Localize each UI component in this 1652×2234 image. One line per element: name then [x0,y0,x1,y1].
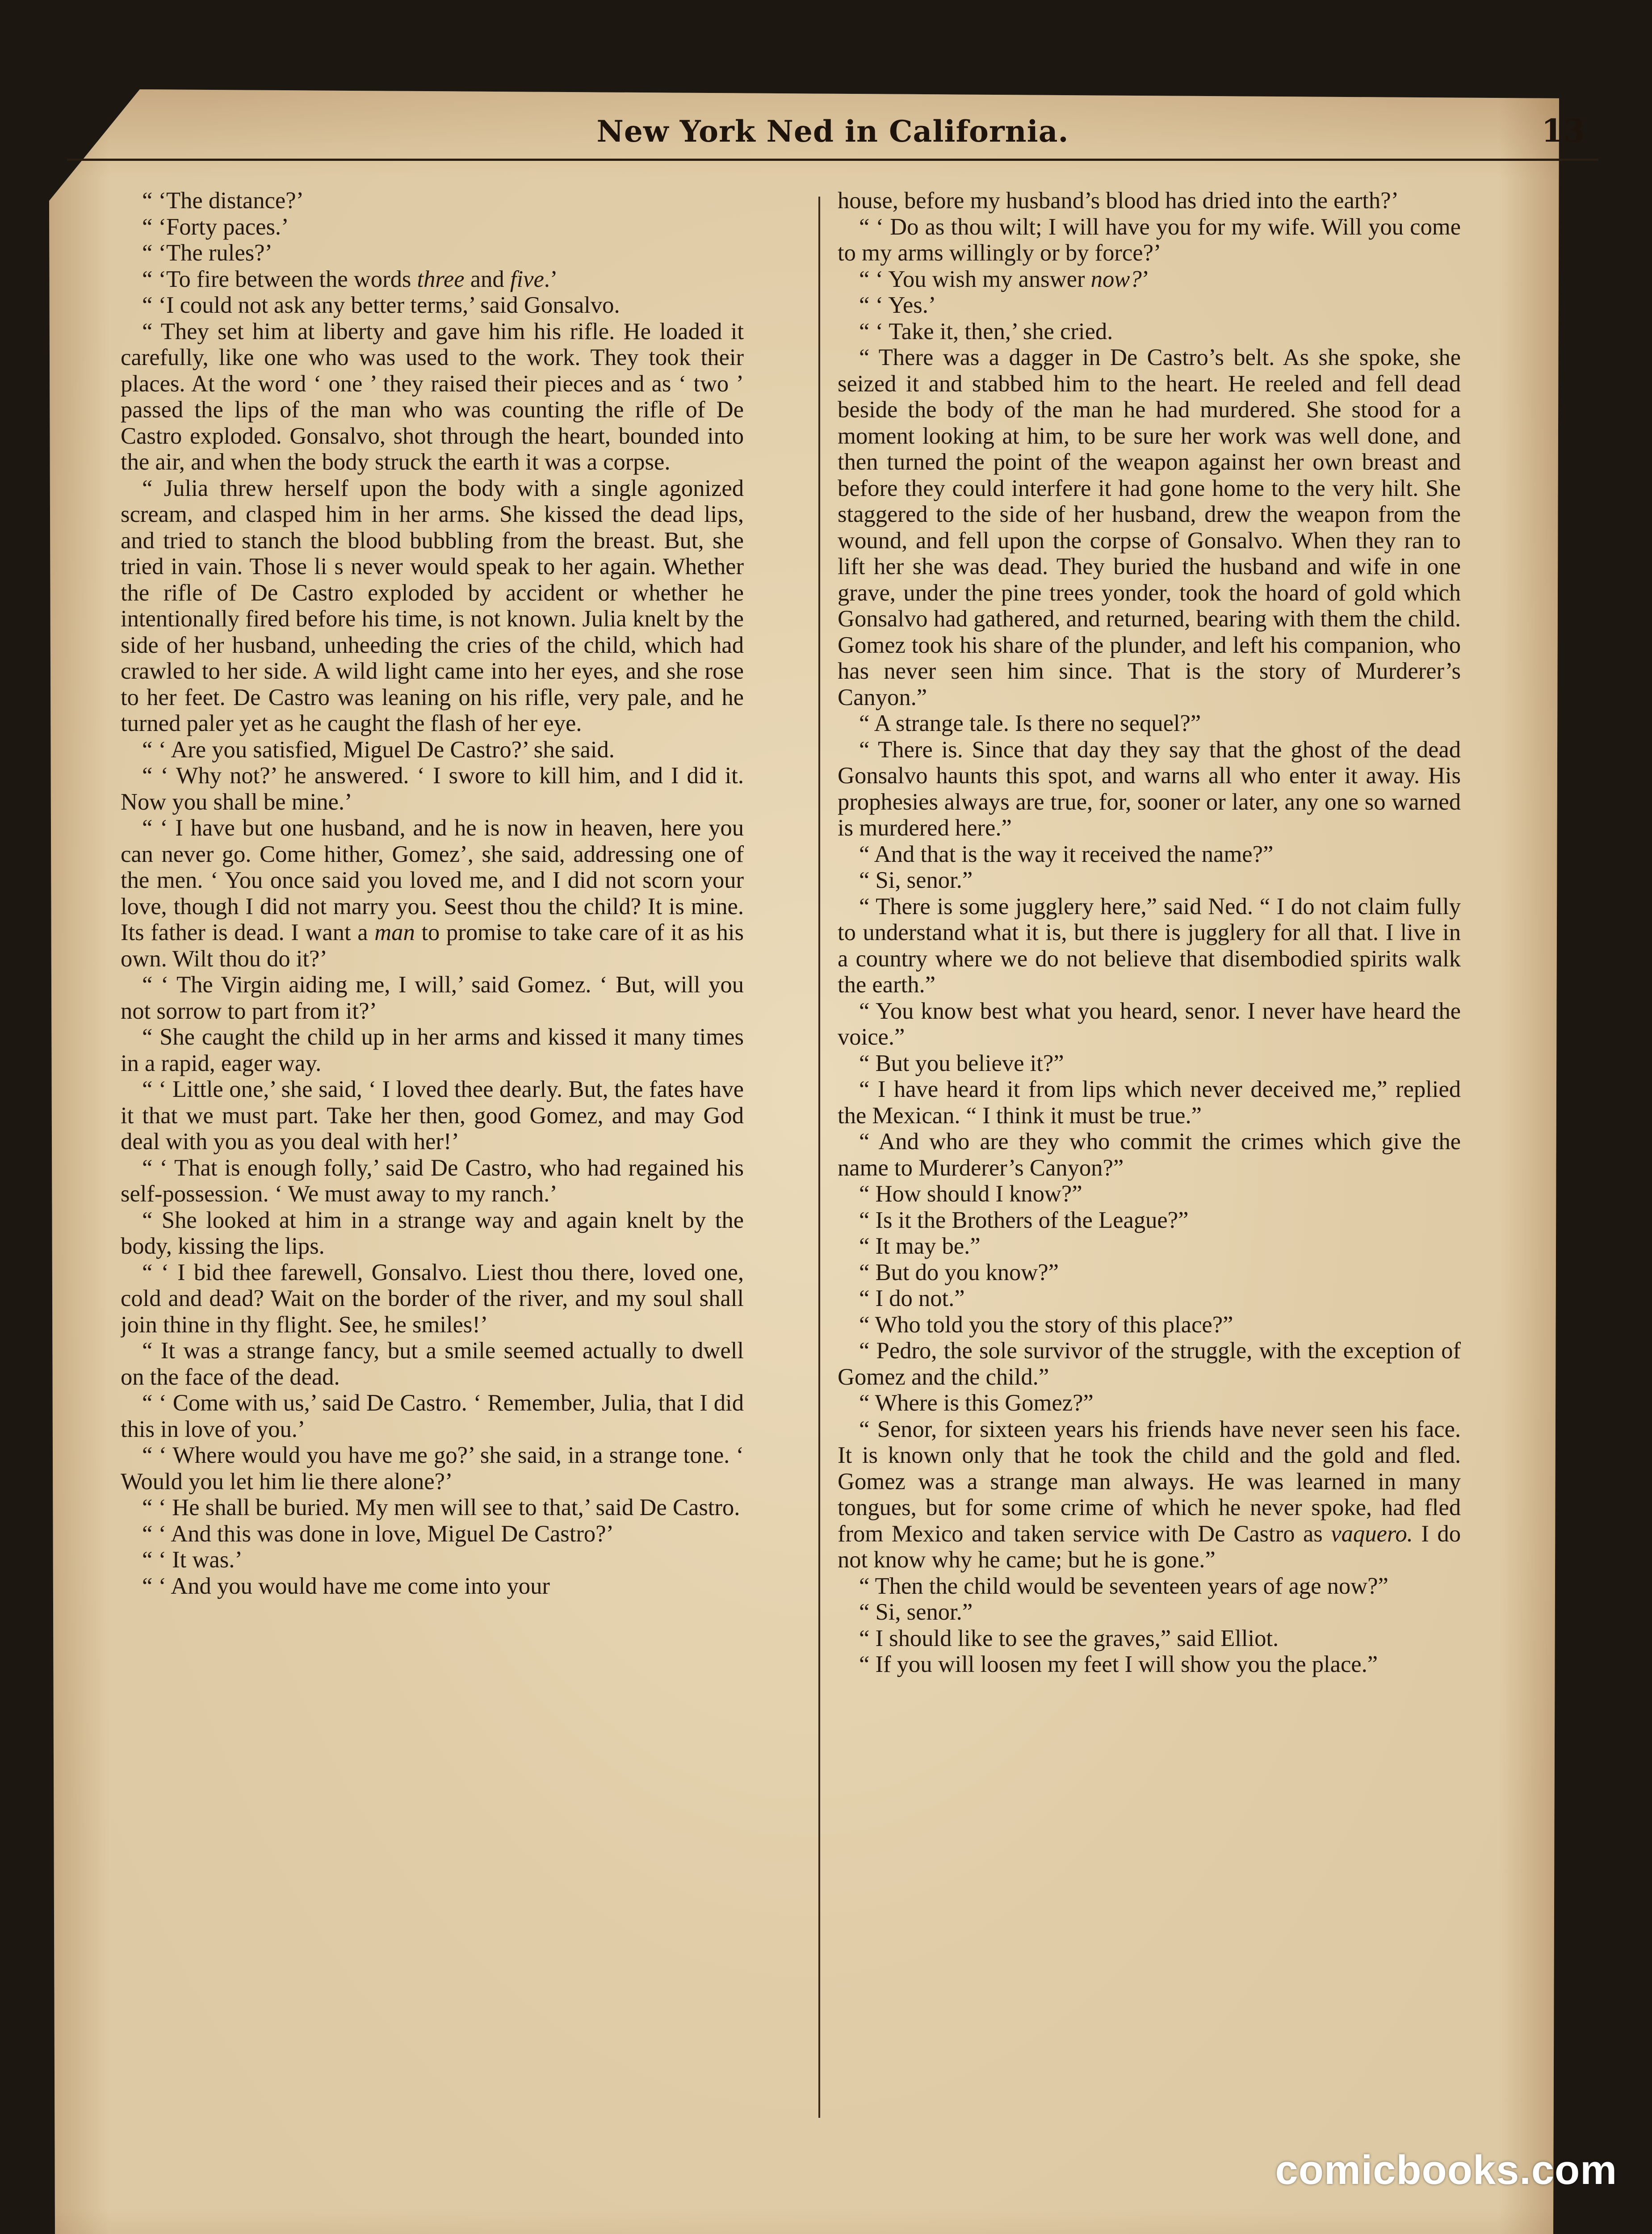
paragraph: “ She looked at him in a strange way and again knelt by the body, kissing the lips. [121,1207,744,1259]
paragraph: “ ‘ That is enough folly,’ said De Castro, who had regained his self-possession. ‘ We must away to my ranch.’ [121,1155,744,1207]
paragraph: “ ‘I could not ask any better terms,’ said Gonsalvo. [142,292,620,318]
paragraph: “ Si, senor.” [859,867,973,893]
paragraph: “ ‘Forty paces.’ [142,214,289,240]
paragraph: “ She caught the child up in her arms and kissed it many times in a rapid, eager way. [121,1024,744,1076]
paragraph: “ ‘ Little one,’ she said, ‘ I loved thee dearly. But, the fates have it that we must part. Take her then, good Gomez, and may God deal with you as you deal with her!’ [121,1076,744,1155]
paragraph: “ But do you know?” [859,1259,1059,1285]
italic-word: vaquero. [1331,1520,1413,1547]
paragraph: “ I do not.” [859,1285,965,1311]
page-header [67,109,1598,161]
paragraph: “ Si, senor.” [859,1599,973,1625]
paragraph: “ ‘ You wish my answer now?’ [859,266,1150,292]
paragraph: “ You know best what you heard, senor. I never have heard the voice.” [838,998,1461,1050]
right-column [838,188,1461,2118]
paragraph: “ A strange tale. Is there no sequel?” [859,710,1201,736]
paragraph: “ ‘ Yes.’ [859,292,936,318]
paragraph: “ But you believe it?” [859,1050,1064,1076]
paragraph: “ ‘The distance?’ [142,188,304,214]
italic-word: man [374,920,415,945]
paragraph: “ And that is the way it received the name?” [859,841,1274,867]
paragraph: “ ‘ It was.’ [142,1547,243,1573]
paragraph: “ ‘ I have but one husband, and he is now in heaven, here you can never go. Come hither, Gomez’, she said, addressing one of the men. ‘ You once said you loved me, and I did not scorn your love, though I did not marry you. Seest thou the child? It is mine. Its father is dead. I want a man to promise to take care of it as his own. Wilt thou do it?’ [121,815,744,972]
running-head: New York Ned in California. [596,114,1069,149]
paragraph: “ ‘ And this was done in love, Miguel De Castro?’ [142,1520,614,1547]
paragraph: house, before my husband’s blood has dried into the earth?’ [838,188,1399,214]
paragraph: “ ‘ He shall be buried. My men will see to that,’ said De Castro. [142,1495,740,1520]
paragraph: “ ‘ I bid thee farewell, Gonsalvo. Liest thou there, loved one, cold and dead? Wait on the border of the river, and my soul shall join thine in thy flight. See, he smiles!’ [121,1259,744,1338]
paragraph: “ It was a strange fancy, but a smile seemed actually to dwell on the face of the dead. [121,1338,744,1390]
column-rule [818,197,820,2118]
paragraph: “ ‘ Why not?’ he answered. ‘ I swore to kill him, and I did it. Now you shall be mine.’ [121,763,744,815]
paragraph: “ They set him at liberty and gave him his rifle. He loaded it carefully, like one who was used to the work. They took their places. At the word ‘ one ’ they raised their pieces and as ‘ two ’ passed the lips of the man who was counting the rifle of De Castro exploded. Gonsalvo, shot through the heart, bounded into the air, and when the body struck the earth it was a corpse. [121,318,744,475]
paragraph: “ Who told you the story of this place?” [859,1311,1233,1338]
paragraph: “ Senor, for sixteen years his friends have never seen his face. It is known only that he took the child and the gold and fled. Gomez was a strange man always. He was learned in many tongues, but for some crime of which he never spoke, had fled from Mexico and taken service with De Castro as vaquero. I do not know why he came; but he is gone.” [838,1416,1461,1573]
paragraph: “ Then the child would be seventeen years of age now?” [859,1573,1388,1599]
paragraph: “ There is some jugglery here,” said Ned. “ I do not claim fully to understand what it is, but there is jugglery for all that. I live in a country where we do not believe that disembodied spirits walk the earth.” [838,893,1461,998]
paragraph: “ Is it the Brothers of the League?” [859,1207,1189,1233]
paragraph: “ There was a dagger in De Castro’s belt. As she spoke, she seized it and stabbed him to the heart. He reeled and fell dead beside the body of the man he had murdered. She stood for a moment looking at him, to be sure her work was well done, and then turned the point of the weapon against her own breast and before they could interfere it had gone home to the very hilt. She staggered to the side of her husband, drew the weapon from the wound, and fell upon the corpse of Gonsalvo. When they ran to lift her she was dead. They buried the husband and wife in one grave, under the pine trees yonder, took the hoard of gold which Gonsalvo had gathered, and returned, bearing with them the child. Gomez took his share of the plunder, and left his companion, who has never seen him since. That is the story of Murderer’s Canyon.” [838,344,1461,710]
paragraph: “ ‘ Are you satisfied, Miguel De Castro?’ she said. [142,736,615,763]
paragraph: “ There is. Since that day they say that the ghost of the dead Gonsalvo haunts this spot, and warns all who enter it away. His prophesies always are true, for, sooner or later, any one so warned is murdered here.” [838,736,1461,841]
paragraph: “ ‘ Take it, then,’ she cried. [859,318,1113,344]
paragraph: “ Julia threw herself upon the body with a single agonized scream, and clasped him in her arms. She kissed the dead lips, and tried to stanch the blood bubbling from the breast. But, she tried in vain. Those li s never would speak to her again. Whether the rifle of De Castro exploded by accident or whether he intentionally fired before his time, is not known. Julia knelt by the side of her husband, unheeding the cries of the child, which had crawled to her side. A wild light came into her eyes, and she rose to her feet. De Castro was leaning on his rifle, very pale, and he turned paler yet as he caught the flash of her eye. [121,475,744,736]
paragraph: “ I should like to see the graves,” said Elliot. [859,1625,1279,1651]
paragraph: “ ‘ The Virgin aiding me, I will,’ said Gomez. ‘ But, will you not sorrow to part from it?’ [121,972,744,1024]
page-number: 13 [1541,112,1585,149]
paragraph: “ Pedro, the sole survivor of the struggle, with the exception of Gomez and the child.” [838,1338,1461,1390]
watermark: comicbooks.com [1275,2147,1617,2193]
paragraph: “ It may be.” [859,1233,981,1259]
paragraph: “ I have heard it from lips which never deceived me,” replied the Mexican. “ I think it must be true.” [838,1076,1461,1129]
paragraph: “ ‘ And you would have me come into your [142,1573,550,1599]
italic-word: now? [1090,266,1142,292]
paragraph: “ Where is this Gomez?” [859,1390,1094,1416]
paragraph: “ And who are they who commit the crimes which give the name to Murderer’s Canyon?” [838,1129,1461,1181]
paragraph: “ ‘ Where would you have me go?’ she said, in a strange tone. ‘ Would you let him lie there alone?’ [121,1442,744,1495]
paragraph: “ How should I know?” [859,1181,1082,1207]
left-column [121,188,744,2118]
paragraph: “ ‘To fire between the words three and five.’ [142,266,558,292]
paragraph: “ ‘ Come with us,’ said De Castro. ‘ Remember, Julia, that I did this in love of you.’ [121,1390,744,1442]
paragraph: “ ‘The rules?’ [142,240,273,266]
paragraph: “ ‘ Do as thou wilt; I will have you for my wife. Will you come to my arms willingly or by force?’ [838,214,1461,266]
paragraph: “ If you will loosen my feet I will show you the place.” [859,1651,1378,1677]
